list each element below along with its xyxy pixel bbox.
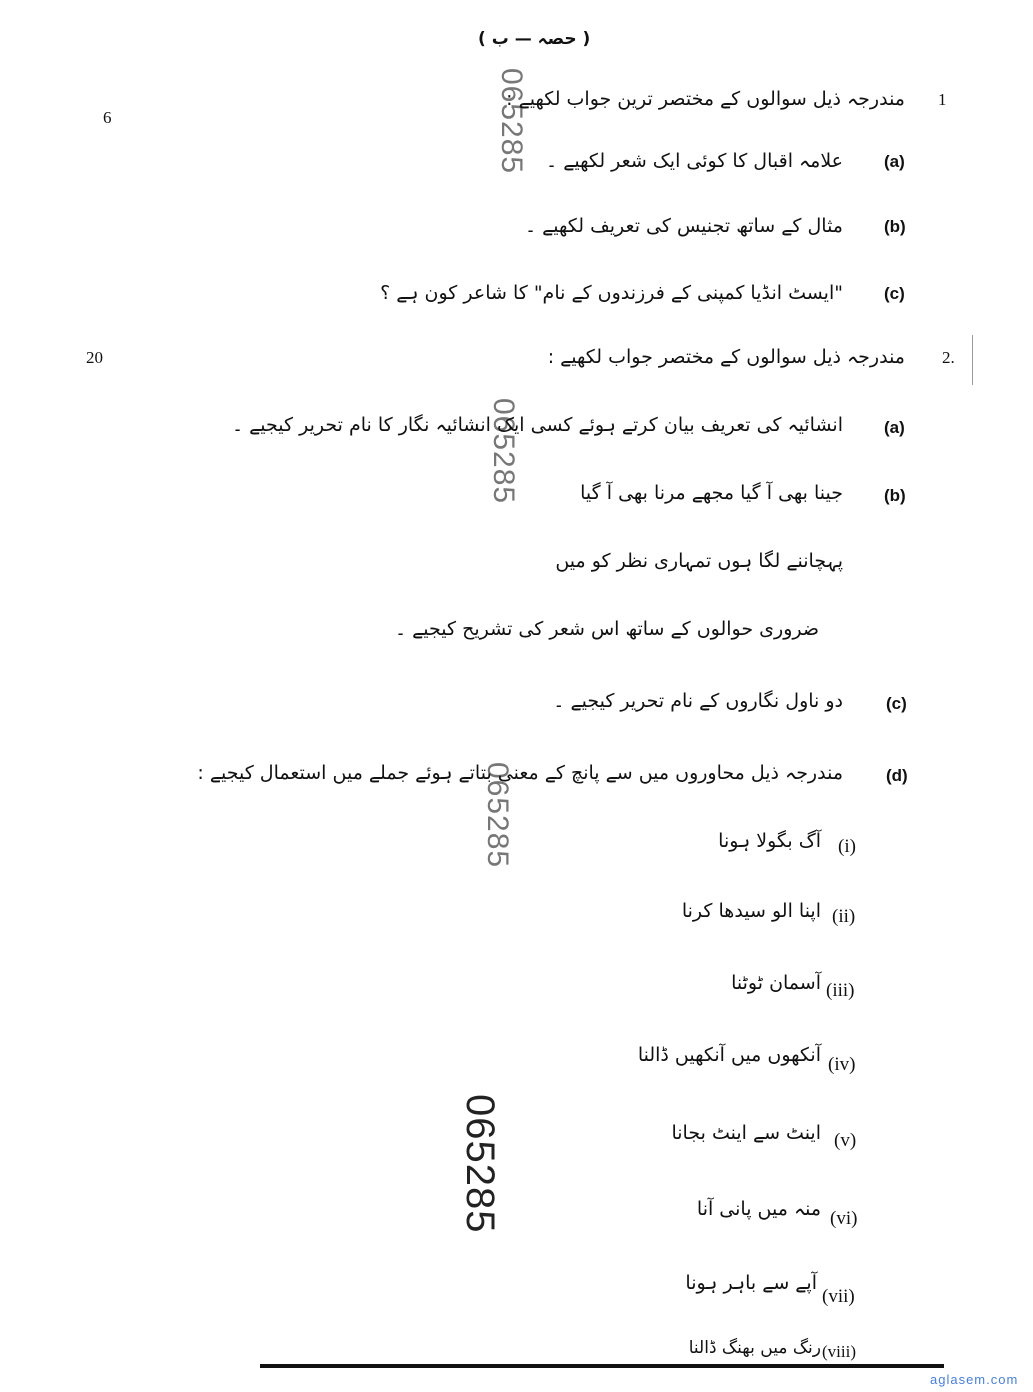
question-number: 1: [938, 90, 947, 109]
idiom-label: (iv): [828, 1054, 856, 1075]
part-text: دو ناول نگاروں کے نام تحریر کیجیے ۔: [553, 690, 843, 712]
idiom-label: (vi): [830, 1208, 858, 1229]
part-text: علامہ اقبال کا کوئی ایک شعر لکھیے ۔: [546, 150, 843, 172]
part-label: (b): [884, 217, 906, 236]
part-text: مندرجہ ذیل محاوروں میں سے پانچ کے معنی بتاتے ہوئے جملے میں استعمال کیجیے :: [197, 762, 843, 784]
verse-line-2: پہچاننے لگا ہوں تمہاری نظر کو میں: [555, 550, 843, 572]
watermark: aglasem.com: [930, 1372, 1019, 1387]
question-number: 2.: [942, 348, 955, 367]
margin-line: [972, 335, 973, 385]
idiom-text: رنگ میں بھنگ ڈالنا: [688, 1338, 821, 1358]
part-label: (c): [884, 284, 905, 303]
idiom-text: اپنا الو سیدھا کرنا: [681, 900, 821, 922]
idiom-label: (iii): [826, 980, 855, 1001]
stamp-number: 065285: [458, 1094, 502, 1234]
idiom-text: اینٹ سے اینٹ بجانا: [671, 1122, 821, 1144]
part-label: (d): [886, 766, 908, 785]
verse-line-1: جینا بھی آ گیا مجھے مرنا بھی آ گیا: [580, 482, 843, 504]
bottom-rule: [260, 1364, 944, 1368]
question-marks: 6: [103, 108, 112, 127]
question-prompt: مندرجہ ذیل سوالوں کے مختصر ترین جواب لکھیے :: [506, 88, 905, 110]
part-text: مثال کے ساتھ تجنیس کی تعریف لکھیے ۔: [524, 215, 843, 237]
part-label: (b): [884, 486, 906, 505]
idiom-text: آپے سے باہر ہونا: [685, 1272, 817, 1294]
part-text: انشائیہ کی تعریف بیان کرتے ہوئے کسی ایک انشائیہ نگار کا نام تحریر کیجیے ۔: [231, 414, 843, 436]
part-text: "ایسٹ انڈیا کمپنی کے فرزندوں کے نام" کا شاعر کون ہے ؟: [380, 282, 843, 304]
idiom-label: (i): [838, 836, 856, 857]
question-prompt: مندرجہ ذیل سوالوں کے مختصر جواب لکھیے :: [547, 346, 905, 368]
idiom-label: (vii): [822, 1286, 855, 1307]
idiom-label: (viii): [822, 1342, 856, 1361]
part-label: (c): [886, 694, 907, 713]
part-instruction: ضروری حوالوں کے ساتھ اس شعر کی تشریح کیجیے ۔: [394, 618, 819, 640]
stamp-number: 065285: [495, 68, 528, 175]
question-marks: 20: [86, 348, 103, 367]
idiom-text: آسمان ٹوٹنا: [731, 972, 821, 994]
section-title: ( حصہ — ب ): [478, 29, 591, 49]
stamp-number: 065285: [481, 762, 514, 869]
idiom-text: آگ بگولا ہونا: [718, 830, 821, 852]
idiom-text: منہ میں پانی آنا: [696, 1198, 821, 1220]
part-label: (a): [884, 418, 905, 437]
idiom-text: آنکھوں میں آنکھیں ڈالنا: [637, 1044, 821, 1066]
idiom-label: (ii): [832, 906, 856, 927]
idiom-label: (v): [834, 1130, 857, 1151]
part-label: (a): [884, 152, 905, 171]
stamp-number: 065285: [487, 398, 520, 505]
